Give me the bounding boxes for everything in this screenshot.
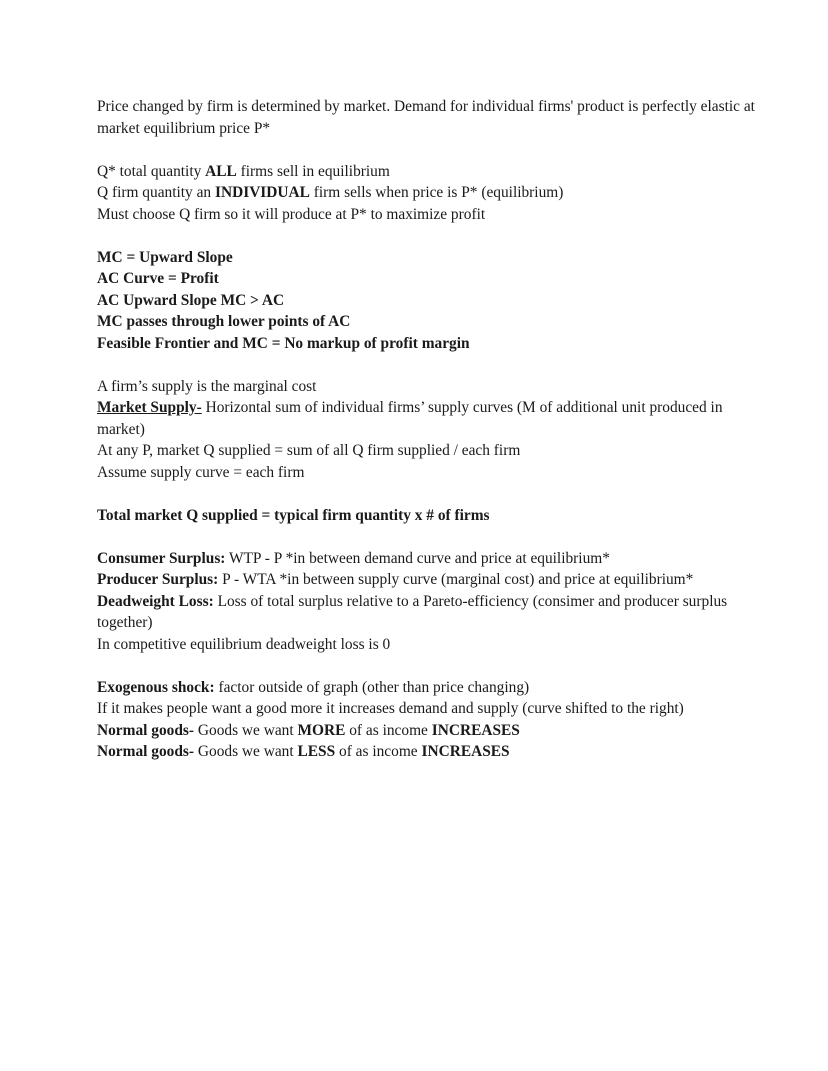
normal-goods-more-line [97,722,520,739]
exogenous-shock-definition: factor outside of graph (other than price changing) [214,678,530,696]
paragraph-total-market [97,505,757,527]
any-price-line: At any P, market Q supplied = sum of all Q firm supplied / each firm [97,442,521,459]
q-star-line [97,163,390,180]
normal-goods-less-increases: INCREASES [421,743,510,760]
normal-goods-term: Normal goods- [97,743,195,760]
paragraph-surplus [97,548,757,656]
paragraph-gap [97,483,757,505]
producer-surplus-line [97,571,693,588]
ac-curve-line: AC Curve = Profit [97,270,219,287]
normal-goods-more-mid: of as income [345,721,432,739]
deadweight-loss-term: Deadweight Loss: [97,592,214,610]
normal-goods-term: Normal goods- [97,721,195,739]
feasible-frontier-line: Feasible Frontier and MC = No markup of profit margin [97,334,470,352]
q-star-post: firms sell in equilibrium [236,162,390,180]
q-star-emphasis: ALL [205,162,237,180]
q-firm-line [97,184,563,201]
paragraph-quantities [97,161,757,226]
market-supply-definition: Horizontal sum of individual firms’ supply curves (M of additional unit produced in market) [97,399,723,438]
assume-supply-line: Assume supply curve = each firm [97,463,305,481]
paragraph-cost-curves [97,247,757,355]
normal-goods-less-line [97,743,510,760]
competitive-equilibrium-line: In competitive equilibrium deadweight loss is 0 [97,635,391,653]
document-page [97,96,757,763]
paragraph-gap [97,526,757,548]
market-price-text: Price changed by firm is determined by market. Demand for individual firms' product is perfectly elastic at market equilibrium price P* [97,98,755,137]
market-supply-line [97,399,723,438]
deadweight-loss-definition: Loss of total surplus relative to a Pareto-efficiency (consimer and producer surplus together) [97,592,728,631]
q-firm-pre: Q firm quantity an [97,184,215,201]
producer-surplus-definition: P - WTA *in between supply curve (marginal cost) and price at equilibrium* [218,571,694,588]
consumer-surplus-term: Consumer Surplus: [97,549,226,567]
paragraph-gap [97,225,757,247]
paragraph-shocks [97,677,757,763]
exogenous-shock-term: Exogenous shock: [97,678,215,696]
deadweight-loss-line [97,593,727,632]
exogenous-shock-line [97,679,529,696]
demand-shift-line: If it makes people want a good more it increases demand and supply (curve shifted to the right) [97,700,684,717]
mc-slope-line: MC = Upward Slope [97,248,233,266]
consumer-surplus-definition: WTP - P *in between demand curve and price at equilibrium* [225,549,610,567]
paragraph-gap [97,354,757,376]
paragraph-supply [97,376,757,484]
producer-surplus-term: Producer Surplus: [97,571,219,588]
normal-goods-more-pre: Goods we want [194,721,298,739]
normal-goods-less-emphasis: LESS [297,743,336,760]
paragraph-gap [97,139,757,161]
consumer-surplus-line [97,550,610,567]
mc-passes-line: MC passes through lower points of AC [97,313,351,330]
firm-supply-line: A firm’s supply is the marginal cost [97,377,317,395]
market-supply-term: Market Supply- [97,399,202,416]
q-star-pre: Q* total quantity [97,162,206,180]
choose-q-line: Must choose Q firm so it will produce at P* to maximize profit [97,205,486,223]
paragraph-gap [97,655,757,677]
ac-upward-line: AC Upward Slope MC > AC [97,291,285,309]
normal-goods-less-pre: Goods we want [194,743,298,760]
q-firm-emphasis: INDIVIDUAL [214,184,310,201]
paragraph-market-price [97,96,757,139]
normal-goods-more-emphasis: MORE [297,721,346,739]
total-market-line: Total market Q supplied = typical firm quantity x # of firms [97,506,490,524]
q-firm-post: firm sells when price is P* (equilibrium) [309,184,564,201]
normal-goods-more-increases: INCREASES [431,721,520,739]
normal-goods-less-mid: of as income [335,743,422,760]
